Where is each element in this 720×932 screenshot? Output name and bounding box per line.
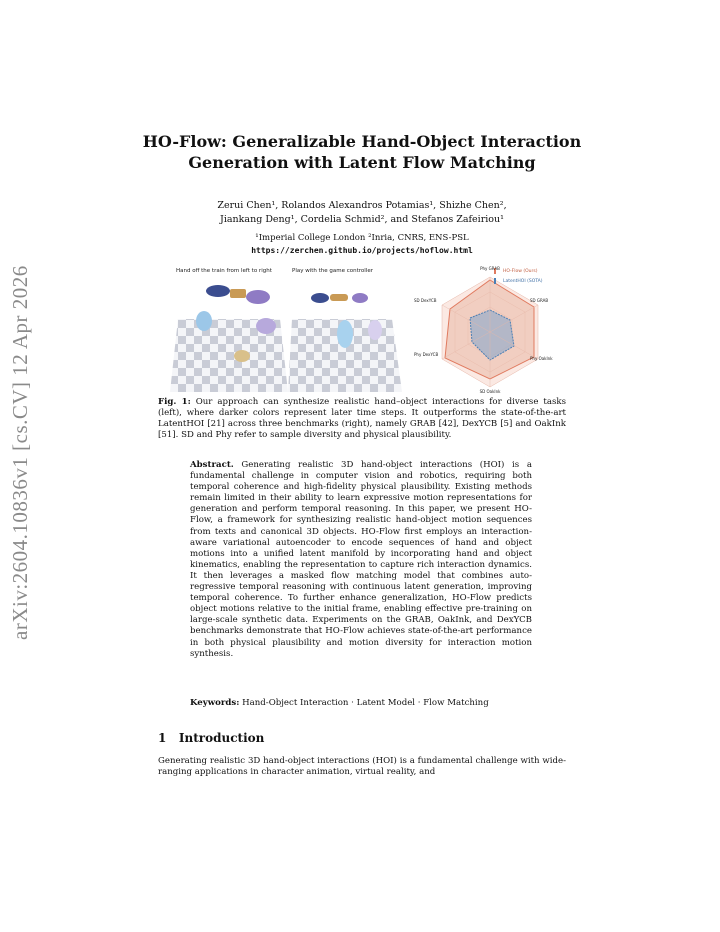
title-line-2: Generation with Latent Flow Matching xyxy=(188,153,536,172)
train-object xyxy=(230,289,246,298)
hand-shape xyxy=(234,350,250,362)
hand-shape xyxy=(196,311,212,331)
paper-title xyxy=(120,131,604,173)
caption-label: Fig. 1: xyxy=(158,397,191,407)
hand-shape xyxy=(246,290,270,304)
radar-chart xyxy=(442,277,538,387)
arxiv-stamp: arXiv:2604.10836v1 [cs.CV] 12 Apr 2026 xyxy=(8,265,32,640)
hand-shape xyxy=(368,320,382,340)
hand-shape xyxy=(352,293,368,303)
teaser-figure xyxy=(170,264,555,394)
legend-sota-swatch xyxy=(494,278,496,284)
project-url[interactable]: https://zerchen.github.io/projects/hoflow.html xyxy=(251,246,473,255)
hand-shape xyxy=(337,320,353,348)
figure-label-left: Hand off the train from left to right xyxy=(176,268,272,274)
section-title: Introduction xyxy=(178,731,265,745)
caption-text: Our approach can synthesize realistic hand–object interactions for diverse tasks (left), where darker colors represent later time steps. It outperforms the state-of-the-art LatentHOI [21] across three benchmarks (right), namely GRAB [42], DexYCB [5] and OakInk [51]. SD and Phy refer to sample diversity and physical plausibility. xyxy=(158,397,566,440)
controller-object xyxy=(330,294,348,301)
keywords-label: Keywords: xyxy=(190,698,240,708)
authors-line-2: Jiankang Deng¹, Cordelia Schmid², and Stefanos Zafeiriou¹ xyxy=(220,214,504,225)
abstract-label: Abstract. xyxy=(190,460,234,470)
radar-axis-label: SD OakInk xyxy=(479,389,501,394)
affiliations: ¹Imperial College London ²Inria, CNRS, ENS-PSL xyxy=(255,233,469,243)
hand-shape xyxy=(206,285,230,297)
figure-graphic xyxy=(170,264,555,394)
radar-axis-label: Phy OakInk xyxy=(530,356,553,361)
section-heading xyxy=(158,731,264,745)
radar-axis-label: Phy GRAB xyxy=(480,266,500,271)
title-line-1: HO-Flow: Generalizable Hand-Object Interaction xyxy=(142,132,582,151)
abstract-text: Generating realistic 3D hand-object interactions (HOI) is a fundamental challenge in computer vision and robotics, requiring both temporal coherence and high-fidelity physical plausibility. Existing methods remain limited in their ability to learn expressive motion representations for generation and perform temporal reasoning. In this paper, we present HO-Flow, a framework for synthesizing realistic hand-object motion sequences from texts and canonical 3D objects. HO-Flow first employs an interaction-aware variational autoencoder to encode sequences of hand and object motions into a unified latent manifold by incorporating hand and object kinematics, enabling the representation to capture rich interaction dynamics. It then leverages a masked flow matching model that combines auto-regressive temporal reasoning with continuous latent generation, improving temporal coherence. To further enhance generalization, HO-Flow predicts object motions relative to the initial frame, enabling effective pre-training on large-scale synthetic data. Experiments on the GRAB, OakInk, and DexYCB benchmarks demonstrate that HO-Flow achieves state-of-the-art performance in both physical plausibility and motion diversity for interaction motion synthesis. xyxy=(190,460,532,659)
keywords xyxy=(190,698,532,708)
legend-ours: HO-Flow (Ours) xyxy=(503,269,538,274)
radar-axis-label: SD DexYCB xyxy=(414,298,437,303)
section-number: 1 xyxy=(158,731,167,745)
intro-paragraph: Generating realistic 3D hand-object interactions (HOI) is a fundamental challenge with wide-ranging applications in character animation, virtual reality, and xyxy=(158,756,566,777)
legend-sota: LatentHOI (SOTA) xyxy=(503,279,543,284)
figure-label-middle: Play with the game controller xyxy=(292,268,373,274)
authors-line-1: Zerui Chen¹, Rolandos Alexandros Potamias¹, Shizhe Chen², xyxy=(217,200,507,211)
hand-shape xyxy=(311,293,329,303)
keywords-text: Hand-Object Interaction · Latent Model · Flow Matching xyxy=(239,698,489,708)
hand-shape xyxy=(256,318,276,334)
authors xyxy=(120,199,604,227)
radar-axis-label: Phy DexYCB xyxy=(414,352,439,357)
abstract xyxy=(190,460,532,660)
figure-caption xyxy=(158,397,566,441)
radar-axis-label: SD GRAB xyxy=(530,298,549,303)
